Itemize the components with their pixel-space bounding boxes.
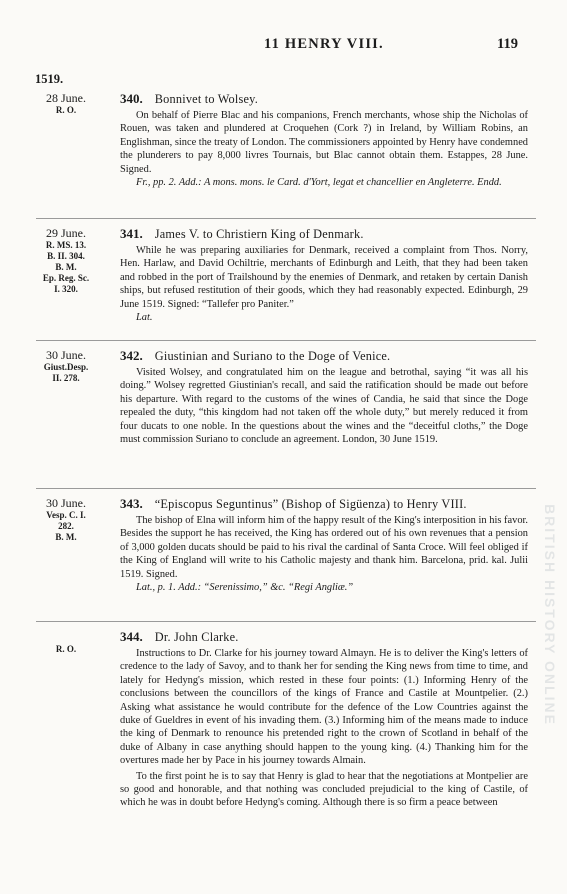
entry-title: Giustinian and Suriano to the Doge of Venice. (154, 349, 391, 363)
entry-number: 341. (120, 226, 143, 241)
entry-heading (120, 226, 528, 242)
archive-ref: Giust.Desp. (43, 362, 89, 372)
watermark-logo (523, 470, 567, 760)
archive-ref: I. 320. (54, 284, 78, 294)
entry-date: 28 June. (46, 91, 86, 105)
entry-number: 342. (120, 348, 143, 363)
archive-ref: 282. (58, 521, 74, 531)
archive-ref: B. M. (55, 262, 77, 272)
entry-divider (36, 340, 536, 341)
entry-divider (36, 488, 536, 489)
watermark-text: BRITISH HISTORY ONLINE (542, 504, 558, 726)
entry-divider (36, 218, 536, 219)
entry-divider (36, 621, 536, 622)
running-title: 11 HENRY VIII. (264, 36, 384, 52)
entry-body (120, 91, 528, 189)
entry-date: 30 June. (46, 496, 86, 510)
entry-number: 343. (120, 496, 143, 511)
entry-title: Bonnivet to Wolsey. (154, 92, 258, 106)
entry-title: James V. to Christiern King of Denmark. (154, 227, 364, 241)
archive-ref: Ep. Reg. Sc. (42, 273, 90, 283)
entry-heading (120, 91, 528, 107)
entry-text: On behalf of Pierre Blac and his companions, French merchants, whose ship the Nicholas of Rouen, was taken and plundered at Croquehen (Cork ?) in Ireland, by William Robins, an Englishman, since the treaty of London. The commissioners appointed by Henry have condemned the plunderers to pay 8,000 livres Tournais, but Blac cannot obtain them. Estappes, 28 June. Signed. (120, 110, 528, 175)
archive-ref: R. O. (55, 644, 77, 654)
entry-note: Lat. (136, 312, 153, 324)
entry-note: Fr., pp. 2. Add.: A mons. mons. le Card. d'Yort, legat et chancellier en Angleterre. Endd. (136, 177, 502, 189)
entry-body (120, 226, 528, 324)
entry-number: 344. (120, 629, 143, 644)
entry-heading (120, 348, 528, 364)
page-number: 119 (497, 36, 518, 52)
archive-ref: B. M. (55, 532, 77, 542)
entry-title: “Episcopus Seguntinus” (Bishop of Sigüenza) to Henry VIII. (154, 497, 467, 511)
entry-margin (20, 644, 112, 655)
running-head (0, 36, 567, 56)
entry-text: Visited Wolsey, and congratulated him on the league and betrothal, saying “it was all his doing.” Wolsey regretted Giustinian's recall, and said the ratification should be made out before his departure. With regard to the customs of the wines of Candia, he said that since the Doge repealed the duty, “this kingdom had not taken off the whole duty,” but merely reduced it from four ducats to one noble. In the questions about the wines and the “deceitful cloths,” the Doge must commission Suriano to conclude an agreement. London, 30 June 1519. (120, 367, 528, 446)
year-label: 1519. (35, 72, 64, 86)
entry-body (120, 496, 528, 594)
entry-margin (20, 91, 112, 116)
entry-number: 340. (120, 91, 143, 106)
entry-margin (20, 496, 112, 543)
entry-heading (120, 496, 528, 512)
entry-text: While he was preparing auxiliaries for Denmark, received a complaint from Thos. Norry, Hen. Harlaw, and David Ochiltrie, merchants of Edinburgh and Leith, that they had been taken and robbed in the port of Trailshound by the enemies of Denmark, and retaken by certain Danish ships, but refused restitution of their goods, which they had reasonably expected. Edinburgh, 29 June 1519. Signed: “Tallefer pro Paniter.” (120, 245, 528, 310)
entry-title: Dr. John Clarke. (154, 630, 239, 644)
entry-heading (120, 629, 528, 645)
archive-ref: R. MS. 13. (45, 240, 87, 250)
entry-margin (20, 348, 112, 384)
entry-text-continued: To the first point he is to say that Henry is glad to hear that the negotiations at Montpelier are so good and honorable, and that nothing was concluded prejudicial to the king of Castile, of which he was in doubt before Hedyng's coming. Although there is so firm a peace between (120, 770, 528, 809)
entry-date: 30 June. (46, 348, 86, 362)
entry-date: 29 June. (46, 226, 86, 240)
entry-body (120, 348, 528, 446)
entry-note: Lat., p. 1. Add.: “Serenissimo,” &c. “Regi Angliæ.” (136, 582, 354, 594)
entry-text: The bishop of Elna will inform him of the happy result of the King's interposition in his favor. Besides the support he has received, the King has ordered out of his own revenues that a pension of 3,000 golden ducats should be paid to his rival the cardinal of Santa Croce. Will feel obliged if the King of England will write to his Catholic majesty and thank him. Barcelona, prid. kal. Julii 1519. Signed. (120, 515, 528, 580)
archive-ref: II. 278. (52, 373, 80, 383)
archive-ref: Vesp. C. I. (46, 510, 86, 520)
archive-ref: B. II. 304. (47, 251, 85, 261)
entry-body (120, 629, 528, 810)
entry-margin (20, 226, 112, 295)
archive-ref: R. O. (55, 105, 77, 115)
entry-text: Instructions to Dr. Clarke for his journey toward Almayn. He is to deliver the King's letters of credence to the lady of Savoy, and to thank her for sending the King news from time to time, and lately for Hedyng's mission, which rested in these four points: (1.) Informing Henry of the conclusions between the councillors of the kings of France and Castile at Mountpelier. (2.) Asking what assistance he would contribute for the defence of the Low Countries against the duke of Gueldres in event of his invading them. (3.) Informing him of the means made to induce the king of Denmark to renounce his pretended right to the crown of Scotland in behalf of the duke of Albany in case anything should happen to the young king. (4.) Thanking him for the overtures made her by Pace in his journey towards Almain. (120, 648, 528, 767)
